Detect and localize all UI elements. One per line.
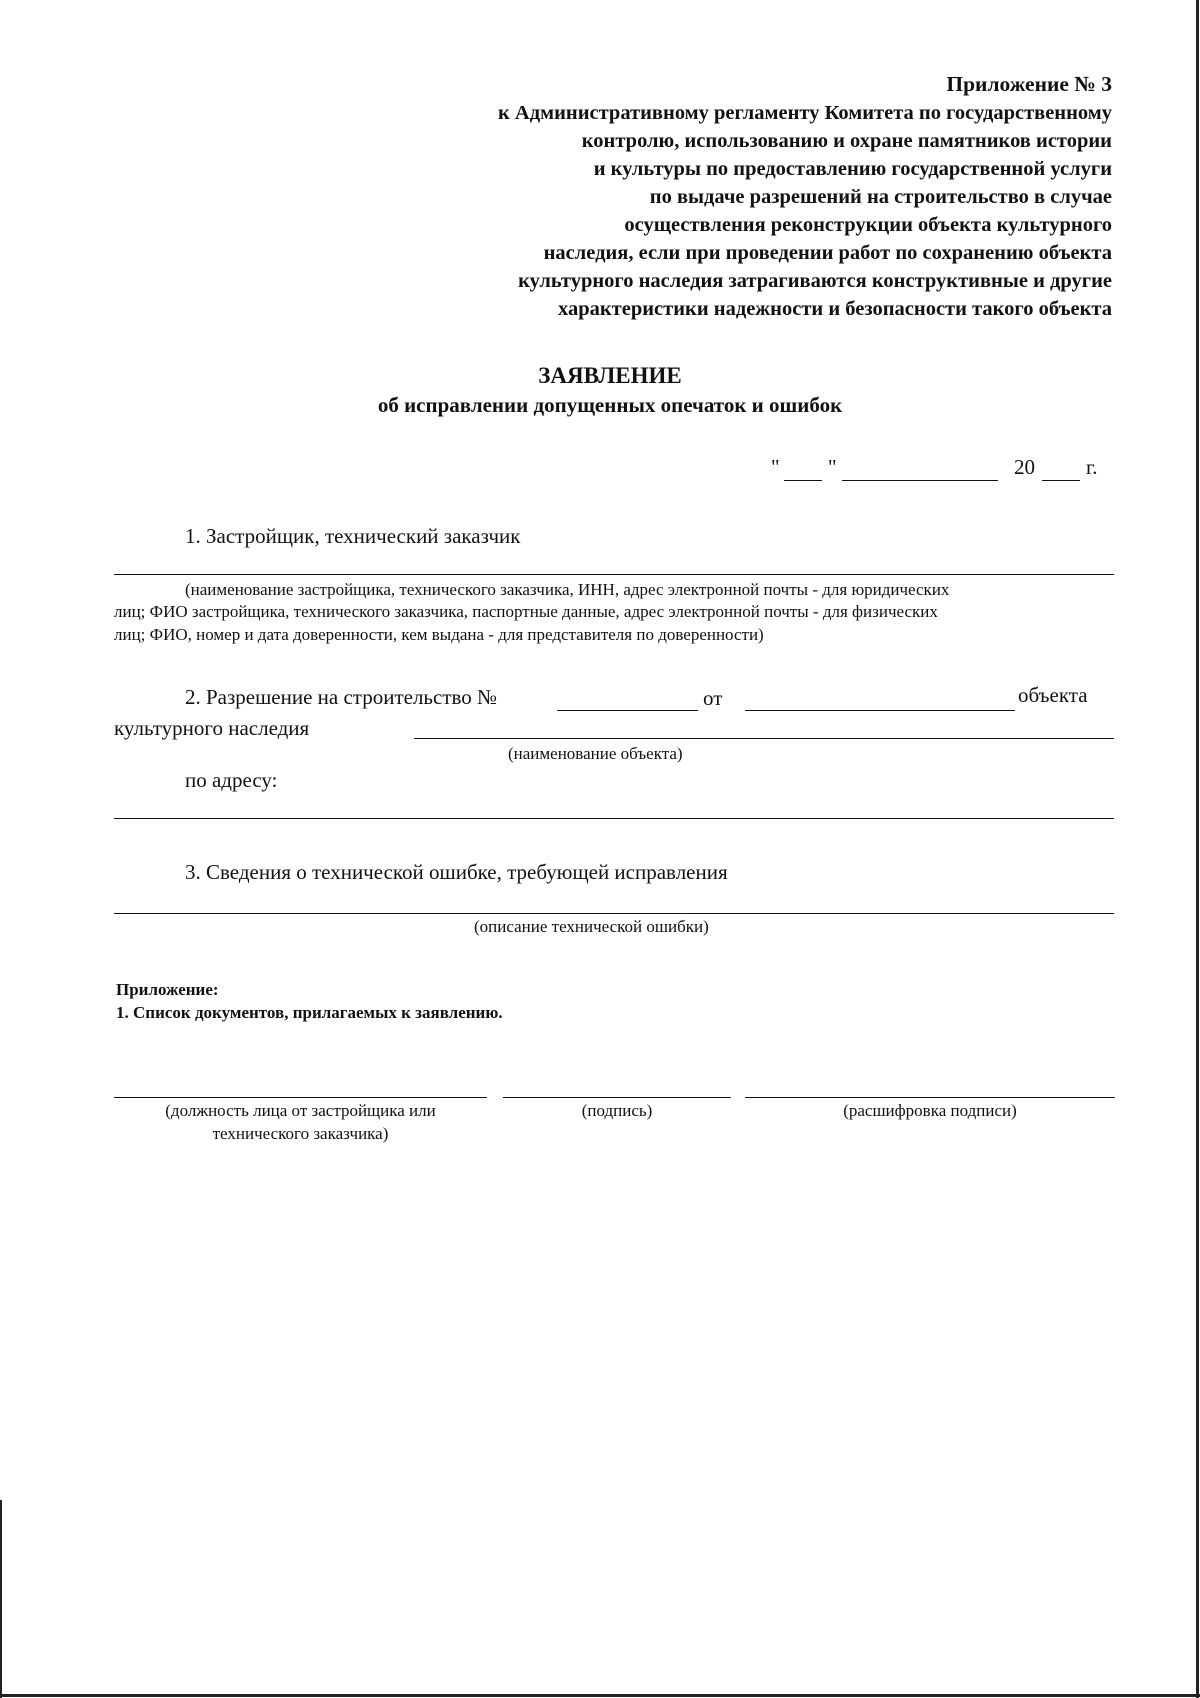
section-1-hint-line-2: лиц; ФИО застройщика, технического заказчика, паспортные данные, адрес электронной почты - для физических: [114, 602, 938, 621]
address-label: по адресу:: [185, 768, 278, 792]
position-field[interactable]: [114, 1097, 487, 1098]
permit-from-label: от: [703, 686, 723, 710]
section-1-field[interactable]: [114, 574, 1114, 575]
signature-decryption-field[interactable]: [745, 1097, 1115, 1098]
appendix-number: Приложение № 3: [946, 72, 1112, 96]
address-field[interactable]: [114, 818, 1114, 819]
date-month-field[interactable]: [842, 480, 998, 481]
header-line-7: культурного наследия затрагиваются конструктивные и другие: [518, 270, 1112, 292]
header-line-4: по выдаче разрешений на строительство в случае: [649, 186, 1112, 208]
header-line-1: к Административному регламенту Комитета по государственному: [498, 102, 1112, 124]
position-hint-line-1: (должность лица от застройщика или: [165, 1101, 436, 1120]
section-2-label: 2. Разрешение на строительство №: [185, 685, 498, 709]
date-quote-open: ": [771, 455, 780, 479]
position-hint-line-2: технического заказчика): [212, 1124, 389, 1143]
heritage-label: культурного наследия: [114, 716, 310, 740]
signature-decryption-hint: (расшифровка подписи): [843, 1101, 1017, 1120]
date-year-prefix: 20: [1014, 455, 1035, 479]
scan-border-left: [0, 1500, 2, 1698]
date-day-field[interactable]: [784, 480, 822, 481]
section-1-label: 1. Застройщик, технический заказчик: [185, 524, 521, 548]
header-line-3: и культуры по предоставлению государственной услуги: [593, 158, 1112, 180]
permit-number-field[interactable]: [557, 710, 698, 711]
permit-date-field[interactable]: [745, 710, 1015, 711]
error-description-field[interactable]: [114, 913, 1114, 914]
object-name-field[interactable]: [414, 738, 1114, 739]
date-quote-close: ": [828, 455, 837, 479]
object-name-hint: (наименование объекта): [508, 744, 683, 763]
date-year-suffix: г.: [1086, 455, 1098, 479]
signature-field[interactable]: [503, 1097, 731, 1098]
attachment-item-1: 1. Список документов, прилагаемых к заявлению.: [116, 1003, 503, 1022]
signature-hint: (подпись): [581, 1101, 653, 1120]
header-line-2: контролю, использованию и охране памятников истории: [581, 130, 1112, 152]
header-line-5: осуществления реконструкции объекта культурного: [624, 214, 1112, 236]
header-line-6: наследия, если при проведении работ по сохранению объекта: [543, 242, 1112, 264]
error-description-hint: (описание технической ошибки): [474, 917, 709, 936]
date-year-field[interactable]: [1042, 480, 1080, 481]
section-1-hint-line-3: лиц; ФИО, номер и дата доверенности, кем выдана - для представителя по доверенности): [114, 625, 764, 644]
scan-border-bottom: [0, 1694, 1200, 1697]
attachment-title: Приложение:: [116, 980, 219, 999]
header-line-8: характеристики надежности и безопасности такого объекта: [557, 298, 1112, 320]
scan-border-right: [1196, 0, 1199, 1698]
document-subtitle: об исправлении допущенных опечаток и ошибок: [377, 393, 843, 417]
document-title: ЗАЯВЛЕНИЕ: [538, 363, 682, 388]
section-1-hint-line-1: (наименование застройщика, технического заказчика, ИНН, адрес электронной почты - для юридических: [185, 580, 950, 599]
object-label: объекта: [1018, 683, 1088, 707]
section-3-label: 3. Сведения о технической ошибке, требующей исправления: [185, 860, 728, 884]
